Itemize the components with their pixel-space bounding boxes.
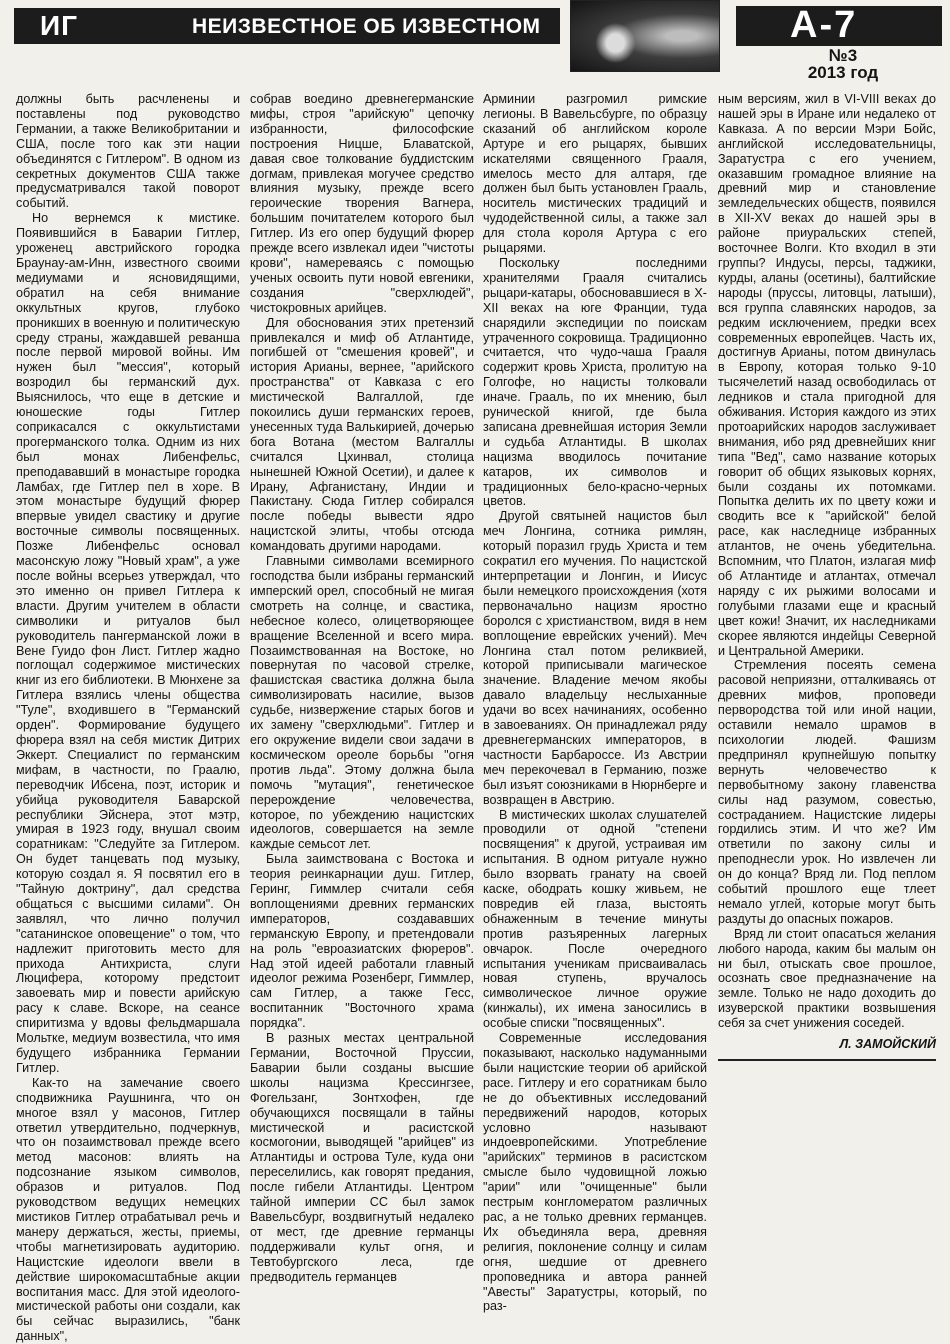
paragraph: Современные исследования показывают, насколько надуманными были нацистские теории об арийской расе. Гитлеру и его соратникам было не до объективных исследований передвижений народов, которых условно называют индоевропейскими. Употребление "арийских" терминов в расистском смысле было чудовищной ложью "арии" или "очищенные" были пестрым конгломератом различных рас, а не только древних германцев. Их объединяла вера, древняя религия, поклонение солнцу и силам огня, шедшие от древнего проповедника и автора ранней "Авесты" Заратустры, который, по раз- bbox=[483, 1031, 707, 1314]
page-number: А-7 bbox=[790, 4, 858, 46]
paragraph: Стремления посеять семена расовой неприязни, отталкиваясь от древних мифов, проповеди первородства той или иной нации, оставили немало шрамов в психологии людей. Фашизм предпринял крупнейшую попытку вернуть человечество к первобытному закону главенства силы над разумом, совестью, состраданием. Нацистские лидеры гордились этим. И что же? Им ответили по закону силы и преподнесли урок. Но извлечен ли он до конца? Вряд ли. Под пеплом событий прошлого еще тлеет немало углей, которые могут быть раздуты до опасных пожаров. bbox=[718, 658, 936, 926]
section-short-label: ИГ bbox=[40, 10, 78, 41]
article-column-3 bbox=[483, 92, 707, 1314]
page-number-box bbox=[736, 6, 942, 46]
paragraph: В мистических школах слушателей проводили от одной "степени посвящения" к другой, устраивая им испытания. В одном ритуале нужно было взорвать гранату на своей каске, ободрать кошку живьем, не повредив ей глаза, выстоять обнаженным в течение минуты против разъяренных лагерных овчарок. После очередного испытания ученикам присваивалась новая ступень, вручалось символическое личное оружие (кинжалы), их имена заносились в особые списки "посвященных". bbox=[483, 807, 707, 1031]
paragraph: Арминии разгромил римские легионы. В Вавельсбурге, по образцу сказаний об английском короле Артуре и его рыцарях, бывших искателями священного Грааля, имелось место для алтаря, где должен был быть установлен Грааль, носитель мистических традиций и чудодейственной силы, а также зал для стола короля Артура с его рыцарями. bbox=[483, 92, 707, 256]
paragraph: Другой святыней нацистов был меч Лонгина, сотника римлян, который поразил грудь Христа и тем сократил его мучения. По нацистской интерпретации и Лонгин, и Иисус были немецкого происхождения (хотя первоначально нацизм яростно боролся с христианством, видя в нем воплощение еврейских учений). Меч Лонгина стал потом реликвией, которой приписывали магическое значение. Владение мечом якобы давало владельцу неслыханные удачи во всех начинаниях, особенно в завоеваниях. Он принадлежал ряду древнегерманских императоров, в частности Барбароссе. Из Австрии меч перекочевал в Германию, позже был изъят союзниками в Нюрнберге и возвращен в Австрию. bbox=[483, 509, 707, 807]
article-column-1 bbox=[16, 92, 240, 1344]
section-title: НЕИЗВЕСТНОЕ ОБ ИЗВЕСТНОМ bbox=[192, 15, 541, 38]
paragraph: Главными символами всемирного господства были избраны германский имперский орел, способный не мигая смотреть на солнце, и свастика, небесное колесо, олицетворяющее вращение Вселенной и всего мира. Позаимствованная на Востоке, но повернутая по часовой стрелке, фашистская свастика должна была символизировать насилие, вызов судьбе, низвержение старых богов и их замену "сверхлюдьми". Гитлер и его окружение видели свои задачи в космическом ореоле борьбы "огня против льда". Этому должна была помочь "мутация", генетическое перерождение человечества, которое, по убеждению нацистских идеологов, совершается на земле каждые семьсот лет. bbox=[250, 554, 474, 852]
issue-number: №3 bbox=[828, 46, 858, 65]
paragraph: Была заимствована с Востока и теория реинкарнации душ. Гитлер, Геринг, Гиммлер считали себя воплощениями древних германских императоров, создававших германскую Европу, и претендовали на роль "евроазиатских фюреров". Над этой идеей работали главный идеолог режима Розенберг, Гиммлер, сам Гитлер, а также Гесс, воспитанник "Восточного храма порядка". bbox=[250, 852, 474, 1031]
article-column-2 bbox=[250, 92, 474, 1284]
section-header-bar bbox=[14, 8, 560, 44]
paragraph: Но вернемся к мистике. Появившийся в Баварии Гитлер, уроженец австрийского городка Браунау-ам-Инн, известного своими медиумами и ясновидящими, обратил на себя внимание оккультных кругов, глубоко проникших в военную и политическую среду страны, жаждавшей реванша после первой мировой войны. Им нужен был "мессия", который возродил бы германский дух. Выяснилось, что еще в детские и юношеские годы Гитлер соприкасался с оккультистами прогерманского толка. Одним из них был монах Либенфельс, преподававший в монастыре городка Ламбах, где Гитлер пел в хоре. В этом монастыре будущий фюрер впервые увидел свастику и другие восточные символы посвященных. Позже Либенфельс основал масонскую ложу "Новый храм", а уже после войны всерьез утверждал, что это именно он привел Гитлера к власти. Другим учителем в области символики и ритуалов был руководитель пангерманской ложи в Вене Гуидо фон Лист. Гитлер жадно поглощал содержимое мистических книг из его библиотеки. В Мюнхене за Гитлера взялись члены общества "Туле", входившего в "Германский орден". Формирование будущего фюрера взял на себя мистик Дитрих Эккерт. Специалист по германским мифам, в частности, по Граалю, переводчик Ибсена, поэт, историк и убийца руководителя Баварской республики Эйснера, этот мэтр, умирая в 1923 году, внушал своим соратникам: "Следуйте за Гитлером. Он будет танцевать под музыку, которую создал я. Я посвятил его в "Тайную доктрину", дал средства общаться с высшими силами". Он заявлял, что лично получил "сатанинское оповещение" о том, что надлежит приготовить место для прихода Антихриста, слуги Люцифера, которому предстоит завоевать мир и повести арийскую расу к славе. Вскоре, на сеансе спиритизма у вдовы фельдмаршала Мольтке, медиум возвестила, что имя будущего избранника Германии Гитлер. bbox=[16, 211, 240, 1075]
paragraph: Вряд ли стоит опасаться желания любого народа, каким бы малым он ни был, отыскать свое прошлое, осознать свое предназначение на земле. Только не надо доходить до изуверской практики возвышения себя за счет унижения соседей. bbox=[718, 926, 936, 1031]
paragraph: Поскольку последними хранителями Грааля считались рыцари-катары, обосновавшиеся в X-XII веках на юге Франции, туда снарядили экспедиции по поискам утраченного сокровища. Традиционно считается, что чудо-чаша Грааля содержит кровь Христа, пролитую на Голгофе, но нацисты толковали иначе. Грааль, по их мнению, был рунической книгой, где была записана древнейшая история Земли и судьба Атлантиды. В школах нацизма вводилось почитание катаров, их символов и традиционных бело-красно-черных цветов. bbox=[483, 255, 707, 509]
header-photo bbox=[570, 0, 720, 72]
paragraph: собрав воедино древнегерманские мифы, строя "арийскую" цепочку избранности, философские построения Ницше, Блаватской, давая свое толкование буддистским догмам, привлекая могучее средство влияния музыку, прежде всего героические творения Вагнера, большим почитателем которого был Гитлер. Из его опер будущий фюрер прежде всего извлекал идеи "чистоты крови", намереваясь с помощью ученых освоить пути новой евгеники, создания "сверхлюдей", чистокровных арийцев. bbox=[250, 92, 474, 315]
paragraph: Как-то на замечание своего сподвижника Раушнинга, что он многое взял у масонов, Гитлер ответил утвердительно, подчеркнув, что он позаимствовал прежде всего метод масонов: влиять на подсознание языком символов, образов и ритуалов. Под руководством ведущих немецких мистиков Гитлер отрабатывал речь и манеру держаться, жесты, приемы, чтобы магнетизировать аудиторию. Нацистские идеологи ввели в действие широкомасштабные акции воспитания масс. Для этой идеолого-мистической работы они создали, как бы сейчас выразились, "банк данных", bbox=[16, 1075, 240, 1344]
paragraph: должны быть расчленены и поставлены под руководство Германии, а также Великобритании и США, после того как эти нации объединятся с Гитлером". В одном из секретных документов США также предусматривался такой поворот событий. bbox=[16, 92, 240, 211]
article-end-rule bbox=[718, 1059, 936, 1061]
author-signature: Л. ЗАМОЙСКИЙ bbox=[839, 1037, 936, 1052]
paragraph: ным версиям, жил в VI-VIII веках до нашей эры в Иране или недалеко от Кавказа. А по версии Мэри Бойс, английской исследовательницы, Заратустра с его учением, оказавшим громадное влияние на древний мир и становление земледельческих обществ, появился в XII-XV веках до нашей эры в районе приуральских степей, восточнее Волги. Кто входил в эти группы? Индусы, персы, таджики, курды, аланы (осетины), балтийские народы (пруссы, литовцы, латыши), вся группа славянских народов, за редким исключением, предки всех современных европейцев. Часть их, достигнув Арианы, потом двинулась в Европу, которая только 9-10 тысячелетий назад освободилась от ледников и стала пригодной для обживания. История каждого из этих протоарийских народов заслуживает внимания, ибо ряд древнейших книг типа "Вед", само название которых говорит об общих языковых корнях, были созданы их потомками. Попытка делить их по цвету кожи и сводить все к "арийской" белой расе, как наследнице избранных атлантов, не очень убедительна. Вспомним, что Платон, излагая миф об Атлантиде и атлантах, отмечал наряду с их рыжими волосами и голубыми глазами еще и красный цвет кожи! Значит, их наследниками скорее являются индейцы Северной и Центральной Америки. bbox=[718, 92, 936, 658]
issue-year: 2013 год bbox=[807, 63, 879, 82]
paragraph: В разных местах центральной Германии, Восточной Пруссии, Баварии были созданы высшие школы нацизма Крессингзее, Фогельзанг, Зонтхофен, где обучающихся посвящали в тайны мистической и расистской космогонии, выводящей "арийцев" из Атлантиды и острова Туле, куда они переселились, как говорят предания, после гибели Атлантиды. Центром тайной империи СС был замок Вавельсбург, воздвигнутый недалеко от мест, где древние германцы поддерживали культ огня, и Тевтобургского леса, где предводитель германцев bbox=[250, 1031, 474, 1284]
article-column-4 bbox=[718, 92, 936, 1260]
paragraph: Для обоснования этих претензий привлекался и миф об Атлантиде, погибшей от "смешения кровей", и история Арианы, вернее, "арийского пространства" от Кавказа с его мистической Валгаллой, где покоились души германских героев, унесенных туда Валькирией, дочерью бога Вотана (местом Валгаллы считался Цхинвал, столица нынешней Южной Осетии), и далее к Ирану, Афганистану, Индии и Пакистану. Сюда Гитлер собирался после победы вывести ядро нацистской элиты, чтобы отсюда командовать другими народами. bbox=[250, 315, 474, 554]
